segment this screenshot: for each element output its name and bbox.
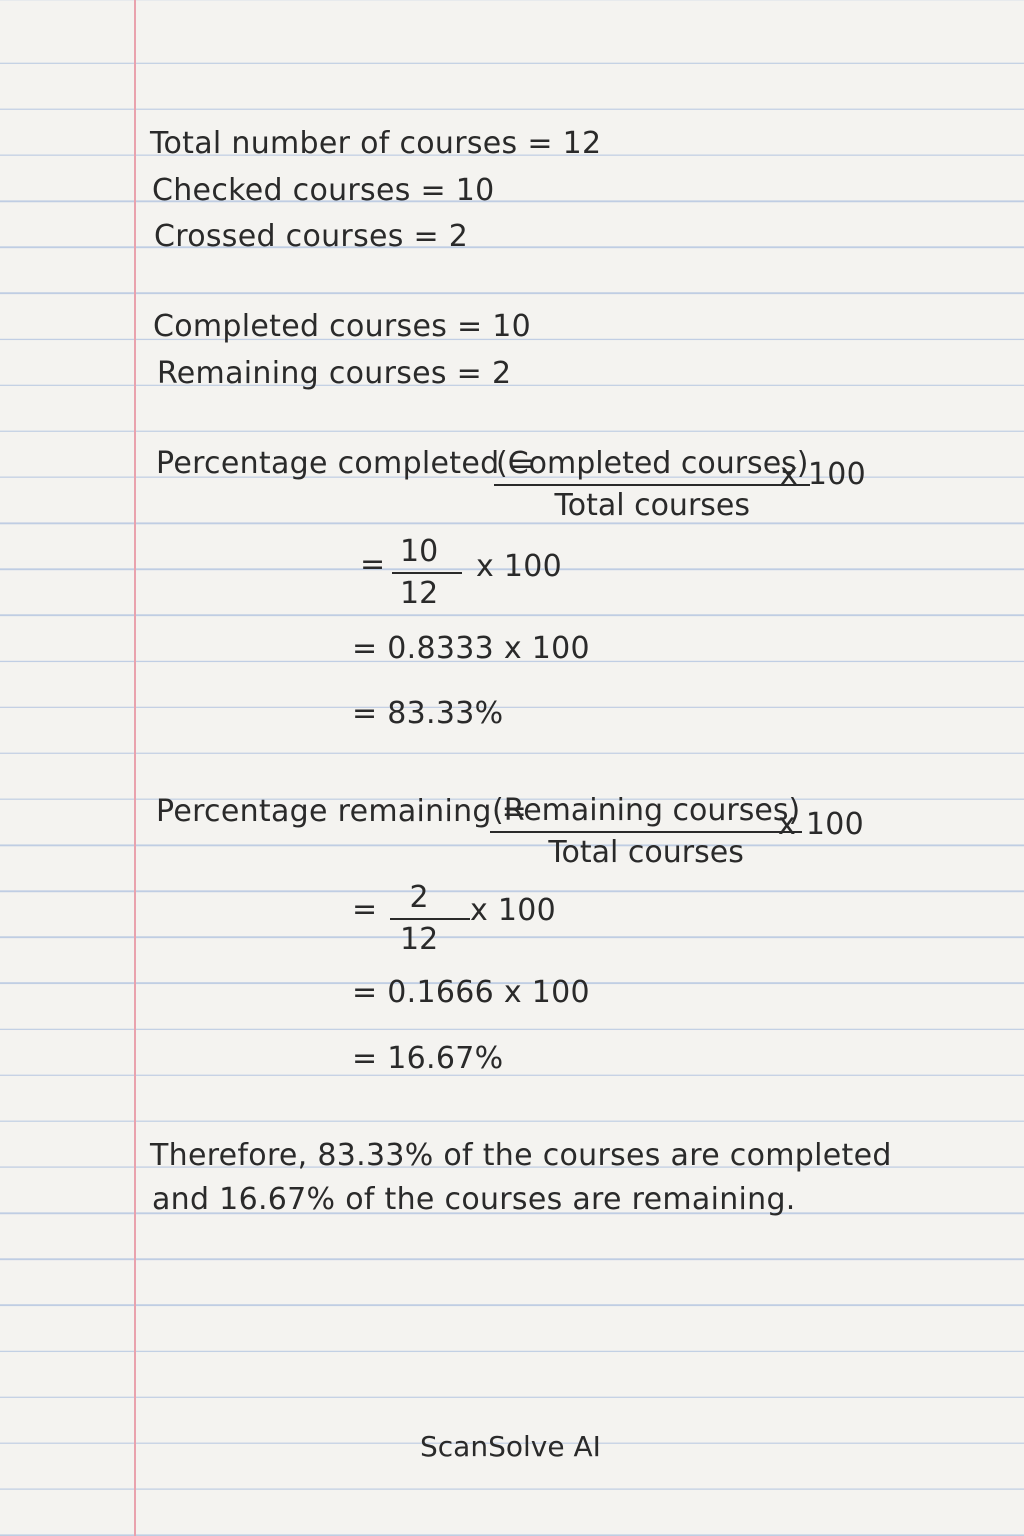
crossed-courses-line: Crossed courses = 2 — [154, 219, 469, 254]
total-courses-line: Total number of courses = 12 — [150, 126, 602, 161]
remaining-step2: = 0.1666 x 100 — [352, 975, 590, 1010]
fraction-numerator: (Remaining courses) — [492, 793, 801, 828]
completed-step1-fraction — [398, 534, 440, 612]
completed-result: = 83.33% — [352, 696, 504, 731]
percentage-completed-label: Percentage completed = — [156, 446, 535, 481]
multiplier: x 100 — [470, 893, 557, 928]
checked-courses-line: Checked courses = 10 — [152, 173, 495, 208]
equals-sign: = — [360, 547, 386, 582]
conclusion-line-2: and 16.67% of the courses are remaining. — [152, 1182, 796, 1217]
completed-formula-fraction — [494, 446, 810, 524]
fraction-bar — [494, 484, 810, 486]
fraction-numerator: 2 — [409, 880, 429, 915]
remaining-step1-fraction — [398, 880, 440, 958]
fraction-bar — [392, 572, 462, 574]
fraction-numerator: 10 — [400, 534, 439, 569]
completed-courses-line: Completed courses = 10 — [153, 309, 532, 344]
remaining-courses-line: Remaining courses = 2 — [157, 356, 512, 391]
equals-sign: = — [352, 892, 378, 927]
multiplier: x 100 — [476, 549, 563, 584]
fraction-bar — [390, 918, 470, 920]
margin-line — [134, 0, 136, 1536]
multiplier: x 100 — [778, 807, 865, 842]
fraction-bar — [490, 831, 802, 833]
fraction-denominator: Total courses — [554, 488, 750, 523]
percentage-remaining-label: Percentage remaining = — [156, 794, 528, 829]
multiplier: x 100 — [780, 457, 867, 492]
fraction-denominator: 12 — [400, 922, 439, 957]
brand-footer: ScanSolve AI — [420, 1430, 601, 1463]
fraction-denominator: Total courses — [548, 835, 744, 870]
fraction-denominator: 12 — [400, 576, 439, 611]
fraction-numerator: (Completed courses) — [496, 446, 809, 481]
remaining-formula-fraction — [490, 793, 802, 871]
remaining-result: = 16.67% — [352, 1041, 504, 1076]
completed-step2: = 0.8333 x 100 — [352, 631, 590, 666]
conclusion-line-1: Therefore, 83.33% of the courses are completed — [150, 1138, 892, 1173]
